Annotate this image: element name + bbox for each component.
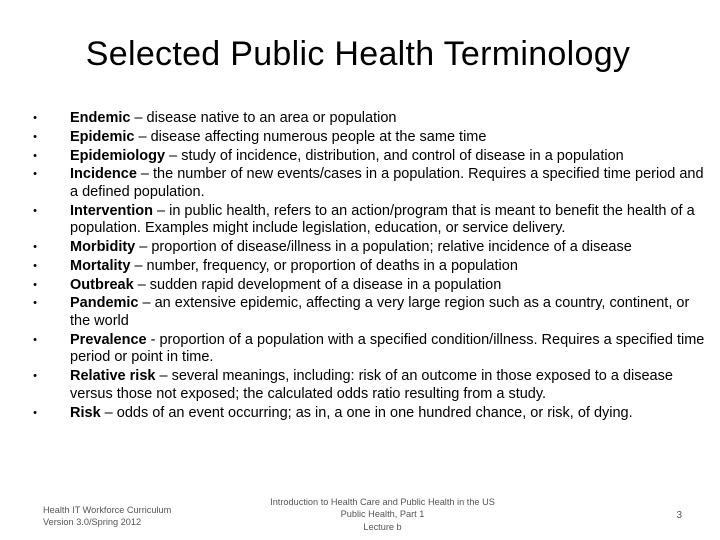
slide-title: Selected Public Health Terminology	[85, 35, 631, 73]
bullet-icon: •	[33, 370, 37, 383]
bullet-icon: •	[33, 112, 37, 124]
footer-course-title: Introduction to Health Care and Public Health in the US	[270, 497, 495, 507]
term-item-intervention	[30, 203, 710, 238]
bullet-icon: •	[33, 168, 37, 181]
term-name: Incidence	[70, 166, 137, 183]
term-item-outbreak	[30, 277, 710, 295]
term-item-morbidity	[30, 239, 710, 257]
bullet-icon: •	[33, 333, 37, 346]
term-item-relative-risk	[30, 368, 710, 403]
term-name: Relative risk	[70, 368, 156, 385]
page-number: 3	[676, 510, 682, 521]
term-definition: – in public health, refers to an action/program that is meant to benefit the health of a population. Examples might include legislation, education, or service delivery.	[70, 202, 695, 237]
term-definition: – the number of new events/cases in a population. Requires a specified time period and a defined population.	[70, 166, 704, 200]
term-name: Outbreak	[70, 276, 134, 293]
term-definition: – study of incidence, distribution, and control of disease in a population	[165, 147, 624, 164]
term-name: Morbidity	[70, 239, 136, 256]
term-item-incidence	[30, 166, 710, 201]
term-definition: – disease native to an area or population	[130, 110, 397, 126]
bullet-icon: •	[33, 130, 37, 143]
bullet-icon: •	[33, 241, 37, 254]
term-name: Risk	[70, 404, 101, 421]
footer-lecture: Lecture b	[363, 521, 402, 532]
term-definition: – an extensive epidemic, affecting a very large region such as a country, continent, or the world	[70, 295, 690, 330]
bullet-icon: •	[33, 278, 37, 291]
term-name: Endemic	[70, 110, 131, 126]
term-name: Epidemiology	[70, 147, 166, 164]
term-item-endemic	[30, 110, 710, 128]
bullet-icon: •	[33, 297, 37, 310]
term-definition: – several meanings, including: risk of an outcome in those exposed to a disease versus those not exposed; the calculated odds ratio resulting from a study.	[70, 368, 673, 402]
term-item-epidemic	[30, 129, 710, 147]
term-item-prevalence	[30, 332, 710, 367]
term-item-mortality	[30, 258, 710, 276]
bullet-icon: •	[33, 406, 37, 419]
footer-unit: Public Health, Part 1	[340, 509, 425, 520]
footer-curriculum	[43, 504, 171, 529]
footer-course	[250, 496, 515, 533]
bullet-icon: •	[33, 259, 37, 272]
footer-curriculum-name: Health IT Workforce Curriculum	[43, 505, 172, 515]
term-name: Mortality	[70, 257, 131, 274]
term-definition: - proportion of a population with a specified condition/illness. Requires a specified time period or point in time.	[70, 331, 705, 366]
term-name: Intervention	[70, 202, 153, 219]
term-name: Pandemic	[70, 295, 139, 312]
term-definition: – disease affecting numerous people at the same time	[134, 128, 487, 145]
term-name: Prevalence	[70, 331, 147, 348]
term-item-epidemiology	[30, 148, 710, 166]
term-definition: – proportion of disease/illness in a population; relative incidence of a disease	[135, 239, 632, 256]
term-list	[30, 110, 710, 423]
term-item-risk	[30, 405, 710, 423]
footer-version: Version 3.0/Spring 2012	[43, 517, 142, 528]
term-definition: – number, frequency, or proportion of deaths in a population	[130, 257, 518, 274]
term-definition: – odds of an event occurring; as in, a one in one hundred chance, or risk, of dying.	[100, 404, 633, 421]
bullet-icon: •	[33, 149, 37, 162]
bullet-icon: •	[33, 204, 37, 217]
term-item-pandemic	[30, 295, 710, 330]
term-definition: – sudden rapid development of a disease in a population	[133, 276, 502, 293]
term-name: Epidemic	[70, 128, 135, 145]
